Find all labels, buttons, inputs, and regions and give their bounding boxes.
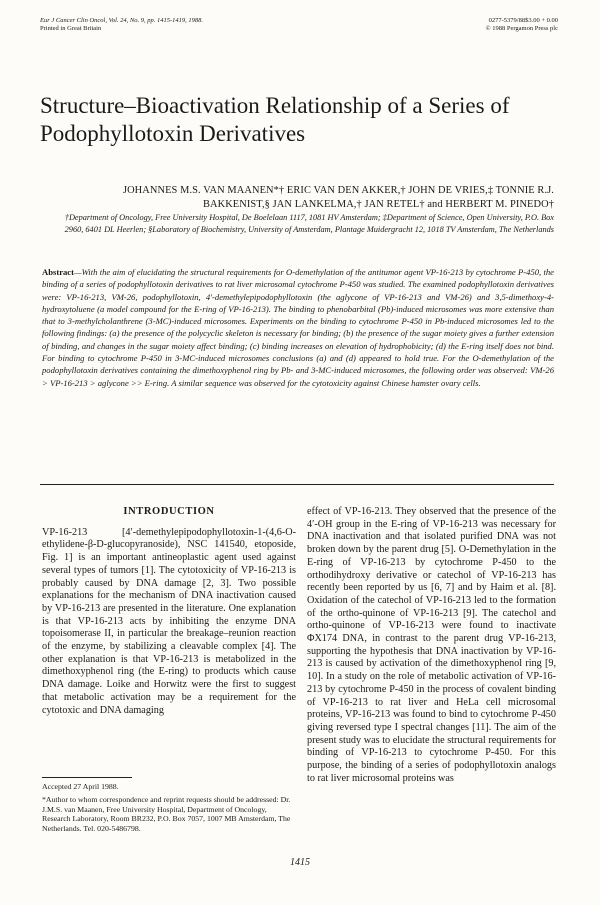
column-right <box>307 506 556 785</box>
journal-citation: Eur J Cancer Clin Oncol, Vol. 24, No. 9, pp. 1415-1419, 1988. <box>40 17 204 24</box>
journal-header <box>40 17 203 33</box>
footnote-divider <box>42 777 132 778</box>
footnotes <box>42 782 296 837</box>
column-left <box>42 506 296 717</box>
page-number: 1415 <box>290 857 310 868</box>
affiliations: †Department of Oncology, Free University Hospital, De Boelelaan 1117, 1081 HV Amsterdam; ‡Department of Science, Open University, P.O. Box 2960, 6401 DL Heerlen; §Laboratory of Biochemistry, University of Amsterdam, Plantage Muidergracht 12, 1018 TV Amsterdam, The Netherlands <box>64 213 554 234</box>
abstract-text: —With the aim of elucidating the structural requirements for O-demethylation of the antitumor agent VP-16-213 by cytochrome P-450, the binding of a series of podophyllotoxin derivatives to rat liver microsomal cytochrome P-450 was studied. The examined podophyllotoxin derivatives were: VP-16-213, VM-26, podophyllotoxin, 4′-demethylepipodophyllotoxin (the aglycone of VP-16-213 and VM-26) and 3,5-dimethoxy-4-hydroxytoluene (a model compound for the E-ring of VP-16-213). The binding to phenobarbital (Pb)-induced microsomes was more extensive than that to 3-methylcholanthrene (3-MC)-induced microsomes. Experiments on the binding to cytochrome P-450 in Pb-induced microsomes led to the following findings: (a) the presence of the polycyclic skeleton is necessary for binding; (b) the presence of the sugar moiety gives a further extension of binding, and changes in the sugar moiety affect binding; (c) binding increases on elevation of hydrophobicity; (d) the E-ring itself does not bind. For binding to cytochrome P-450 in 3-MC-induced microsomes conclusions (a) and (d) appeared to hold true. For the O-demethylation of the podophyllotoxin derivatives containing the dimethoxyphenol ring by Pb- and 3-MC-induced microsomes, the following order was observed: VM-26 > VP-16-213 > aglycone >> E-ring. A similar sequence was observed for the cytotoxicity against Chinese hamster ovary cells. <box>42 267 554 388</box>
abstract <box>42 266 554 389</box>
section-divider <box>40 484 554 485</box>
copyright: © 1988 Pergamon Press plc <box>485 25 558 32</box>
paper-title: Structure–Bioactivation Relationship of a Series of Podophyllotoxin Derivatives <box>40 93 510 146</box>
issn-price: 0277-5379/88$3.00 + 0.00 <box>488 17 558 24</box>
correspondence-note: *Author to whom correspondence and reprint requests should be addressed: Dr. J.M.S. van Maanen, Free University Hospital, Department of Oncology, Research Laboratory, Room BR232, P.O. Box 7057, 1007 MB Amsterdam, The Netherlands. Tel. 020-5486798. <box>42 794 291 834</box>
section-heading-introduction: INTRODUCTION <box>123 506 215 517</box>
intro-paragraph-right: effect of VP-16-213. They observed that the presence of the 4′-OH group in the E-ring of VP-16-213 was necessary for DNA inactivation and that isolated purified DNA was not broken down by the parent drug [5]. O-Demethylation in the E-ring of VP-16-213 by cytochrome P-450 to the orthodihydroxy derivative or catechol of VP-16-213 has recently been reported by us [6, 7] and by Haim et al. [8]. Oxidation of the catechol of VP-16-213 led to the formation of the ortho-quinone of VP-16-213 [9]. The catechol and ortho-quinone of VP-16-213 were found to inactivate ΦX174 DNA, in contrast to the parent drug VP-16-213, supporting the hypothesis that DNA inactivation by VP-16-213 is caused by activation of the dimethoxyphenol ring [9, 10]. In a study on the role of metabolic activation of VP-16-213 by cytochrome P-450 in the process of covalent binding of VP-16-213 to rat liver and HeLa cell microsomal proteins, VP-16-213 was found to bind to cytochrome P-450 giving reversed type I spectral changes [11]. The aim of the present study was to elucidate the structural requirements for binding of VP-16-213 to cytochrome P-450. For this purpose, the binding of a series of podophyllotoxin analogs to rat liver microsomal proteins was <box>307 506 556 784</box>
author-list: JOHANNES M.S. VAN MAANEN*† ERIC VAN DEN AKKER,† JOHN DE VRIES,‡ TONNIE R.J. BAKKENIST,§ JAN LANKELMA,† JAN RETEL† and HERBERT M. PINEDO† <box>122 185 554 210</box>
publisher-header <box>486 17 558 33</box>
abstract-label: Abstract <box>42 267 74 277</box>
printed-in: Printed in Great Britain <box>40 25 102 32</box>
intro-paragraph-left: VP-16-213 [4′-demethylepipodophyllotoxin-1-(4,6-O-ethylidene-β-D-glucopyranoside), NSC 141540, etoposide, Fig. 1] is an important antineoplastic agent used against several types of tumors [1]. The cytotoxicity of VP-16-213 is probably caused by DNA damage [2, 3]. Two possible explanations for the mechanism of DNA inactivation caused by VP-16-213 are presented in the literature. One explanation is that VP-16-213 acts by inhibiting the enzyme DNA topoisomerase II, in particular the breakage–reunion reaction of the enzyme, by stabilizing a cleavable complex [4]. The other explanation is that VP-16-213 is metabolized in the dimethoxyphenol ring (the E-ring) to products which cause DNA damage. Loike and Horwitz were the first to suggest that metabolic activation may be a requirement for the cytotoxic and DNA damaging <box>42 526 296 716</box>
accepted-date: Accepted 27 April 1988. <box>42 782 119 791</box>
